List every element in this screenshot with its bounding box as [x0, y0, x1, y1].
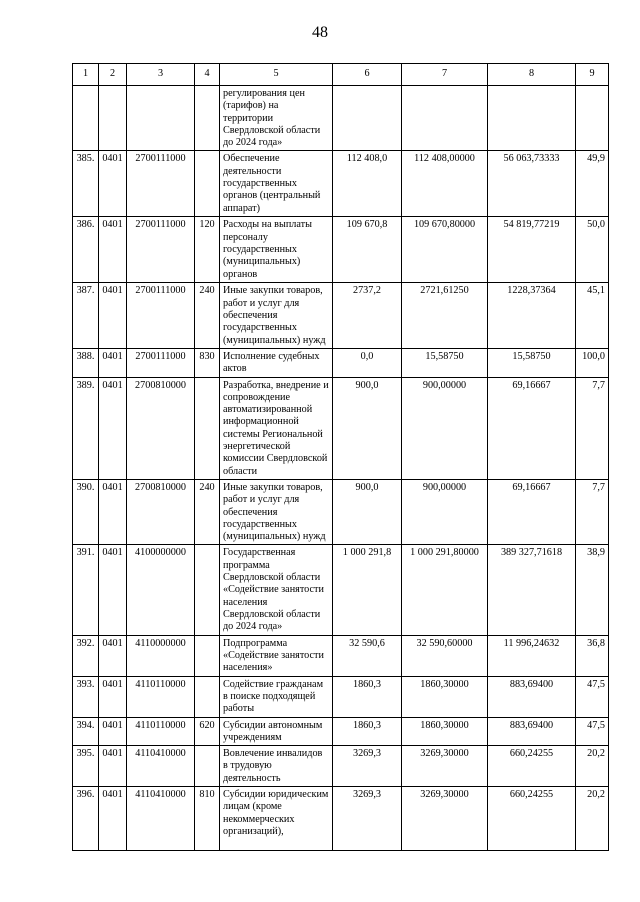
section-code: 0401 [99, 217, 127, 283]
table-row [73, 545, 609, 635]
plan-amount: 900,0 [333, 479, 402, 544]
expense-type: 120 [195, 217, 220, 283]
expense-type [195, 545, 220, 635]
refined-amount: 15,58750 [402, 348, 488, 377]
target-code: 2700111000 [127, 348, 195, 377]
header-cell: 2 [99, 64, 127, 86]
plan-amount: 3269,3 [333, 746, 402, 787]
item-name: Государственная программа Свердловской области «Содействие занятости населения Свердловской области до 2024 года» [220, 545, 333, 635]
item-name: Подпрограмма «Содействие занятости населения» [220, 635, 333, 676]
target-code: 4110110000 [127, 676, 195, 717]
header-cell: 5 [220, 64, 333, 86]
section-code: 0401 [99, 283, 127, 348]
execution-percent: 36,8 [576, 635, 609, 676]
expense-type: 240 [195, 479, 220, 544]
section-code: 0401 [99, 377, 127, 479]
target-code: 4110000000 [127, 635, 195, 676]
page-number: 48 [312, 24, 328, 41]
execution-percent: 47,5 [576, 676, 609, 717]
plan-amount: 1 000 291,8 [333, 545, 402, 635]
expense-type [195, 151, 220, 217]
table-row [73, 676, 609, 717]
execution-percent: 100,0 [576, 348, 609, 377]
expense-type [195, 86, 220, 151]
execution-percent [576, 86, 609, 151]
refined-amount: 2721,61250 [402, 283, 488, 348]
executed-amount: 56 063,73333 [488, 151, 576, 217]
executed-amount: 15,58750 [488, 348, 576, 377]
execution-percent: 20,2 [576, 786, 609, 850]
refined-amount: 32 590,60000 [402, 635, 488, 676]
row-number: 392. [73, 635, 99, 676]
row-number: 393. [73, 676, 99, 717]
row-number: 385. [73, 151, 99, 217]
section-code [99, 86, 127, 151]
section-code: 0401 [99, 746, 127, 787]
item-name: регулирования цен (тарифов) на территории Свердловской области до 2024 года» [220, 86, 333, 151]
plan-amount: 32 590,6 [333, 635, 402, 676]
expense-type: 240 [195, 283, 220, 348]
section-code: 0401 [99, 717, 127, 746]
item-name: Иные закупки товаров, работ и услуг для обеспечения государственных (муниципальных) нужд [220, 283, 333, 348]
expense-type: 620 [195, 717, 220, 746]
target-code [127, 86, 195, 151]
refined-amount [402, 86, 488, 151]
target-code: 2700111000 [127, 217, 195, 283]
header-cell: 3 [127, 64, 195, 86]
target-code: 2700111000 [127, 283, 195, 348]
target-code: 2700111000 [127, 151, 195, 217]
executed-amount: 883,69400 [488, 676, 576, 717]
expense-type [195, 746, 220, 787]
refined-amount: 900,00000 [402, 377, 488, 479]
executed-amount: 660,24255 [488, 746, 576, 787]
plan-amount: 3269,3 [333, 786, 402, 850]
refined-amount: 1860,30000 [402, 717, 488, 746]
executed-amount: 883,69400 [488, 717, 576, 746]
table-row [73, 217, 609, 283]
header-cell: 4 [195, 64, 220, 86]
section-code: 0401 [99, 151, 127, 217]
refined-amount: 1 000 291,80000 [402, 545, 488, 635]
executed-amount: 69,16667 [488, 377, 576, 479]
target-code: 2700810000 [127, 377, 195, 479]
table-row [73, 151, 609, 217]
item-name: Субсидии автономным учреждениям [220, 717, 333, 746]
row-number [73, 86, 99, 151]
budget-table [72, 63, 609, 851]
item-name: Субсидии юридическим лицам (кроме некоммерческих организаций), [220, 786, 333, 850]
row-number: 391. [73, 545, 99, 635]
execution-percent: 47,5 [576, 717, 609, 746]
execution-percent: 45,1 [576, 283, 609, 348]
target-code: 4110110000 [127, 717, 195, 746]
section-code: 0401 [99, 479, 127, 544]
section-code: 0401 [99, 545, 127, 635]
refined-amount: 3269,30000 [402, 746, 488, 787]
row-number: 389. [73, 377, 99, 479]
header-cell: 8 [488, 64, 576, 86]
section-code: 0401 [99, 786, 127, 850]
executed-amount: 11 996,24632 [488, 635, 576, 676]
execution-percent: 7,7 [576, 377, 609, 479]
plan-amount [333, 86, 402, 151]
section-code: 0401 [99, 348, 127, 377]
item-name: Иные закупки товаров, работ и услуг для обеспечения государственных (муниципальных) нужд [220, 479, 333, 544]
executed-amount: 389 327,71618 [488, 545, 576, 635]
item-name: Вовлечение инвалидов в трудовую деятельность [220, 746, 333, 787]
header-cell: 9 [576, 64, 609, 86]
target-code: 2700810000 [127, 479, 195, 544]
header-cell: 7 [402, 64, 488, 86]
header-row [73, 64, 609, 86]
plan-amount: 1860,3 [333, 676, 402, 717]
target-code: 4100000000 [127, 545, 195, 635]
refined-amount: 900,00000 [402, 479, 488, 544]
expense-type: 830 [195, 348, 220, 377]
plan-amount: 109 670,8 [333, 217, 402, 283]
expense-type [195, 377, 220, 479]
table-row [73, 479, 609, 544]
table-row [73, 283, 609, 348]
row-number: 388. [73, 348, 99, 377]
expense-type [195, 676, 220, 717]
refined-amount: 3269,30000 [402, 786, 488, 850]
item-name: Содействие гражданам в поиске подходящей работы [220, 676, 333, 717]
table-row [73, 746, 609, 787]
target-code: 4110410000 [127, 746, 195, 787]
expense-type: 810 [195, 786, 220, 850]
table-row [73, 635, 609, 676]
table-row [73, 717, 609, 746]
plan-amount: 1860,3 [333, 717, 402, 746]
table-row [73, 86, 609, 151]
row-number: 394. [73, 717, 99, 746]
header-cell: 6 [333, 64, 402, 86]
section-code: 0401 [99, 676, 127, 717]
header-cell: 1 [73, 64, 99, 86]
execution-percent: 38,9 [576, 545, 609, 635]
table-row [73, 348, 609, 377]
execution-percent: 50,0 [576, 217, 609, 283]
plan-amount: 900,0 [333, 377, 402, 479]
row-number: 390. [73, 479, 99, 544]
item-name: Обеспечение деятельности государственных органов (центральный аппарат) [220, 151, 333, 217]
executed-amount: 1228,37364 [488, 283, 576, 348]
executed-amount: 69,16667 [488, 479, 576, 544]
execution-percent: 20,2 [576, 746, 609, 787]
plan-amount: 112 408,0 [333, 151, 402, 217]
plan-amount: 0,0 [333, 348, 402, 377]
row-number: 395. [73, 746, 99, 787]
table-row [73, 377, 609, 479]
executed-amount: 660,24255 [488, 786, 576, 850]
execution-percent: 7,7 [576, 479, 609, 544]
executed-amount: 54 819,77219 [488, 217, 576, 283]
refined-amount: 1860,30000 [402, 676, 488, 717]
table-row [73, 786, 609, 850]
expense-type [195, 635, 220, 676]
row-number: 396. [73, 786, 99, 850]
executed-amount [488, 86, 576, 151]
refined-amount: 109 670,80000 [402, 217, 488, 283]
plan-amount: 2737,2 [333, 283, 402, 348]
row-number: 387. [73, 283, 99, 348]
item-name: Расходы на выплаты персоналу государственных (муниципальных) органов [220, 217, 333, 283]
execution-percent: 49,9 [576, 151, 609, 217]
item-name: Разработка, внедрение и сопровождение автоматизированной информационной системы Региональной энергетической комиссии Свердловской области [220, 377, 333, 479]
target-code: 4110410000 [127, 786, 195, 850]
row-number: 386. [73, 217, 99, 283]
refined-amount: 112 408,00000 [402, 151, 488, 217]
item-name: Исполнение судебных актов [220, 348, 333, 377]
section-code: 0401 [99, 635, 127, 676]
